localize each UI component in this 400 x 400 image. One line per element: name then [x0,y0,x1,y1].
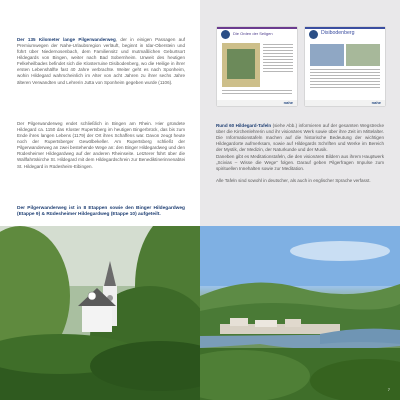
board-logo-icon [309,30,318,39]
intro-paragraph: Der 135 Kilometer lange Pilgerwanderweg, der in einigen Passagen auf Premiumwegen der Nahe-Urlaubsregion verläuft, beginnt in Idar-Oberstein und führt über Niedernosenbach, dem Familiensitz und mutmaßlichen Geburtsort Hildegards von Bingen, weiter nach Bad Sobernheim. Unweit des heutigen Felkeheilbades befindet sich die Klosterruine Disibodenberg, wo die Heilige in ihrer ersten Lebenshälfte fast 40 Jahre verbrachte. Weiter geht es nach Sponheim, wohin Hildegard wahrscheinlich im Alter von acht Jahren zu ihrer sechs Jahre älteren Verwandten und Lehrerin Jutta von Sponheim gegeben wurde (1106). [17,36,185,85]
left-column [0,0,200,226]
page-number: 7 [387,387,390,392]
info-board-image-1 [217,27,297,106]
info-board-image-2 [305,27,385,106]
board-title: Disibodenberg [321,30,355,36]
board-footer-brand: nahe [283,100,293,105]
tafeln-paragraph: Rund 60 Hildegard-Tafeln (siehe Abb.) informieren auf der gesamten Wegstrecke über die Kirchenlehrerin und ihr visionäres Werk sowie über ihre Zeit im Mittelalter. Die Informationstafeln machen auf die historische Bedeutung der wichtigen Hildegardorte aufmerksam, sowie auf Hildegards Schriften und Werke im Bereich der Mystik, der Medizin, der Naturkunde und der Musik. [216,122,384,153]
landscape-photo [200,226,400,400]
board-title: Die Orden der Seligen [233,31,273,36]
route-end-paragraph: Der Pilgerwanderweg endet schließlich in Bingen am Rhein. Hier gründete Hildegard ca. 1150 das Kloster Rupertsberg im heutigen Bingerbrück, das bis zum Ende ihres langen Lebens (1179) der Ort ihres Schaffens war. Davon zeugt heute noch der Rupertsberger Gewölbekeller. Am Rupertsberg schließt der Pilgerwanderweg an zwei bestehende Wege an: den Binger Hildegardweg und den Rüdesheimer Hildegardweg auf der anderen Rheinseite. Letzterer führt über die Wallfahrtskirche St. Hildegard mit dem Hildegardschrein zur Benediktinerinnenabtei St. Hildegard in Rüdesheim-Eibingen. [17,120,185,169]
stages-paragraph: Der Pilgerwanderweg ist in 8 Etappen sowie den Binger Hildegardweg (Etappe 9) & Rüdesheimer Hildegardweg (Etappe 10) aufgeteilt. [17,205,185,217]
language-paragraph: Alle Tafeln sind sowohl in deutscher, als auch in englischer Sprache verfasst. [216,177,371,183]
board-footer-brand: nahe [371,100,381,105]
meditation-paragraph: Daneben gibt es Meditationstafeln, die den visionären Bildern aus ihrem Hauptwerk „Scivias – Wisse die Wege“ folgen. Darauf geben Pilgerfragen Impulse zum spirituellen Innehalten sowie zur Meditation. [216,153,384,171]
board-logo-icon [221,30,230,39]
church-photo [0,226,200,400]
